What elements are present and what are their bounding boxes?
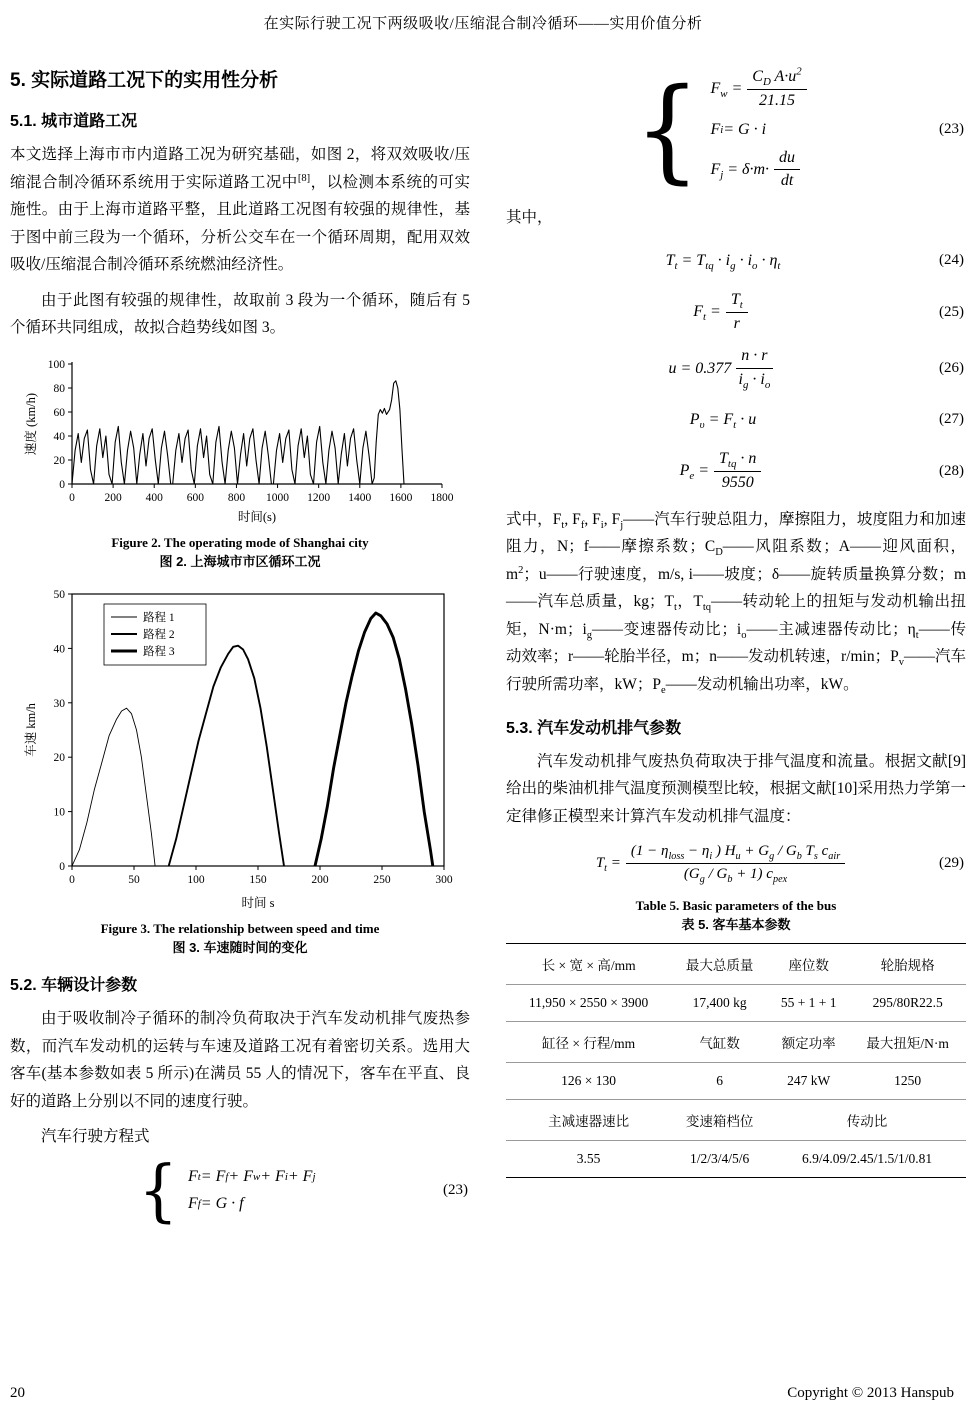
svg-text:1800: 1800 [430, 492, 454, 505]
eq-body-text: $T_t = T_{tq} \cdot i_g \cdot i_o \cdot \eta_t$ [665, 251, 781, 272]
equation-number-27: (27) [939, 411, 964, 428]
svg-text:0: 0 [69, 492, 75, 505]
equation-28 [506, 449, 964, 494]
table-cell: 6 [671, 1063, 768, 1100]
svg-text:600: 600 [186, 492, 204, 505]
svg-text:速度 (km/h): 速度 (km/h) [24, 392, 38, 456]
figure2-caption-en: Figure 2. The operating mode of Shanghai city [111, 535, 369, 551]
fraction-denominator: $i_g \cdot i_o$ [738, 371, 771, 392]
figure-3 [10, 582, 470, 956]
table-row [506, 1141, 966, 1178]
figure2-speed-time-chart [22, 354, 458, 526]
fraction [726, 290, 748, 335]
eq-lhs: $T_t$ = [595, 854, 621, 874]
table-cell: 额定功率 [768, 1022, 849, 1063]
fraction [774, 148, 800, 193]
eq-lhs: $F_j = \delta\cdot m\cdot$ [710, 160, 770, 182]
paragraph-bus-parameters: 由于吸收制冷子循环的制冷负荷取决于汽车发动机排气废热参数，而汽车发动机的运转与车速及道路工况有着密切关系。选用大客车(基本参数如表 5 所示)在满员 55 人的情况下，客车在平直、良好的道路上分别以不同的速度行驶。 [10, 1010, 470, 1110]
svg-text:路程 3: 路程 3 [143, 646, 175, 659]
svg-text:800: 800 [227, 492, 246, 505]
table5-caption-en: Table 5. Basic parameters of the bus [635, 898, 837, 914]
fraction [626, 842, 845, 884]
equation-23-fw [710, 67, 811, 112]
equation-number-24: (24) [939, 252, 964, 269]
svg-text:1600: 1600 [389, 492, 413, 505]
figure3-speed-time-chart [22, 582, 458, 912]
fraction-numerator: n · r [736, 346, 772, 369]
table-cell: 1250 [849, 1063, 966, 1100]
fraction [714, 449, 761, 494]
table5-caption-zh: 表 5. 客车基本参数 [681, 917, 791, 933]
equation-number-23: (23) [443, 1182, 468, 1199]
page-footer [10, 1385, 954, 1402]
svg-text:100: 100 [187, 874, 205, 887]
table-row [506, 1100, 966, 1141]
table-cell: 1/2/3/4/5/6 [689, 1151, 750, 1167]
figure3-caption-zh: 图 3. 车速随时间的变化 [172, 940, 308, 956]
fraction-denominator: dt [780, 172, 794, 190]
fraction [736, 346, 772, 391]
equation-23-right [506, 62, 964, 195]
copyright: Copyright © 2013 Hanspub [787, 1385, 954, 1401]
left-brace: { [634, 62, 701, 195]
table-row [506, 944, 966, 985]
fraction-numerator: du [774, 148, 800, 171]
two-column-layout [10, 55, 966, 1231]
eq-lhs: u = 0.377 [668, 359, 732, 377]
fraction-denominator: $(G_g / G_b + 1)$ $c_{pex}$ [683, 865, 788, 885]
svg-text:时间 s: 时间 s [241, 896, 275, 911]
equation-number-29: (29) [939, 854, 964, 871]
equation-number-26: (26) [939, 360, 964, 377]
svg-text:0: 0 [59, 861, 65, 874]
paragraph-urban-cycle: 本文选择上海市市内道路工况为研究基础，如图 2，将双效吸收/压缩混合制冷循环系统用于实际道路工况中[8]，以检测本系统的可实施性。由于上海市道路平整，且此道路工况图有较强的规律性，基于图中前三段为一个循环，分析公交车在一个循环周期，配用双效吸收/压缩混合制冷循环系统燃油经济性。 [10, 146, 470, 274]
where-label: 其中， [506, 209, 553, 227]
svg-text:10: 10 [53, 806, 65, 819]
table-5-bus-parameters [506, 943, 966, 1178]
section-5-3-title: 5.3. 汽车发动机排气参数 [506, 719, 682, 737]
svg-text:150: 150 [249, 874, 267, 887]
table-cell: 最大扭矩/N·m [849, 1022, 966, 1063]
equation-23-line1: F t = F f + F w + F i + F j [187, 1168, 316, 1186]
svg-text:100: 100 [47, 359, 65, 372]
section-5-title: 5. 实际道路工况下的实用性分析 [10, 70, 279, 91]
table-cell: 传动比 [768, 1100, 966, 1141]
equation-number-25: (25) [939, 303, 964, 320]
table-cell: 最大总质量 [671, 944, 768, 985]
table-cell: 座位数 [768, 944, 849, 985]
table-cell: 11,950 × 2550 × 3900 [506, 985, 671, 1022]
fraction-numerator: $T_t$ [726, 290, 748, 313]
table-cell: 变速箱档位 [671, 1100, 768, 1141]
table-cell: 轮胎规格 [849, 944, 966, 985]
paragraph-trend-line: 由于此图有较强的规律性，故取前 3 段为一个循环，随后有 5 个循环共同组成，故拟合趋势线如图 3。 [10, 291, 470, 337]
svg-text:20: 20 [53, 752, 65, 765]
table-cell: 126 × 130 [506, 1063, 671, 1100]
svg-text:1400: 1400 [348, 492, 372, 505]
svg-text:30: 30 [53, 697, 65, 710]
svg-text:40: 40 [53, 643, 65, 656]
svg-text:车速 km/h: 车速 km/h [24, 703, 38, 757]
equation-27 [506, 403, 964, 437]
svg-text:0: 0 [69, 874, 75, 887]
page-number: 20 [10, 1385, 25, 1401]
section-5-2-title: 5.2. 车辆设计参数 [10, 977, 138, 995]
svg-text:300: 300 [435, 874, 453, 887]
table-row [506, 985, 966, 1022]
eq-lhs: $F_w$ = [710, 80, 743, 101]
svg-text:20: 20 [53, 455, 65, 468]
equation-23-line2: F f = G · f [187, 1195, 244, 1213]
equation-24 [506, 244, 964, 278]
table-row [506, 1063, 966, 1100]
table-cell: 17,400 kg [671, 985, 768, 1022]
eq-lhs: $P_e$ = [679, 462, 710, 483]
equation-23-left [10, 1150, 468, 1230]
table-cell: 缸径 × 行程/mm [506, 1022, 671, 1063]
section-5-1-title: 5.1. 城市道路工况 [10, 113, 138, 130]
svg-text:50: 50 [53, 589, 65, 602]
table-row [506, 1022, 966, 1063]
fraction-denominator: r [733, 314, 740, 332]
table-cell: 55 + 1 + 1 [768, 985, 849, 1022]
svg-text:80: 80 [53, 383, 65, 396]
left-brace: { [138, 1150, 178, 1230]
svg-text:1000: 1000 [266, 492, 290, 505]
figure3-caption-en: Figure 3. The relationship between speed and time [100, 921, 380, 937]
equation-23-fi: F i = G · i [710, 120, 767, 138]
paragraph-symbol-definitions: 式中，$F_t$, $F_f$, $F_i$, $F_j——$汽车行驶总阻力，摩擦阻力，坡度阻力和加速阻力，N；f——摩擦系数；$C_D——$风阻系数；A——迎风面积，$m^2$；u——行驶速度，m/s, i——坡度；δ——旋转质量换算分数；m——汽车总质量，kg；$T_t$，$T_{tq}——$转动轮上的扭矩与发动机输出扭矩，N·m；$i_g——$变速器传动比；$i_o——$主减速器传动比；$\eta_t——$传动效率；r——轮胎半径，m；n——发动机转速，r/min；$P_v——$汽车行驶所需功率，kW；$P_e——$发动机输出功率，kW。 [506, 510, 966, 697]
figure2-caption-zh: 图 2. 上海城市市区循环工况 [159, 554, 321, 570]
svg-text:路程 1: 路程 1 [143, 612, 175, 625]
svg-text:60: 60 [53, 407, 65, 420]
figure3-caption [10, 921, 470, 956]
figure-2 [10, 354, 470, 570]
running-title: 在实际行驶工况下两级吸收/压缩混合制冷循环——实用价值分析 [263, 16, 703, 32]
table-cell: 主减速器速比 [506, 1100, 671, 1141]
table-cell: 3.55 [576, 1151, 601, 1167]
figure2-caption [10, 535, 470, 570]
table-cell: 长 × 宽 × 高/mm [506, 944, 671, 985]
fraction-numerator: $C_D$ $A\cdot u^2$ [747, 67, 806, 90]
equation-25 [506, 290, 964, 335]
fraction-numerator: ($1 - \eta_{loss} - \eta_i$ ) $H_u + G_g / G_b$ $T_s$ $c_{air}$ [626, 842, 845, 864]
equation-23-fj [710, 148, 805, 193]
svg-text:200: 200 [104, 492, 122, 505]
fraction-denominator: 9550 [721, 473, 754, 491]
equation-number-28: (28) [939, 462, 964, 479]
svg-text:250: 250 [373, 874, 391, 887]
table5-caption [506, 898, 966, 933]
fraction-numerator: $T_{tq} \cdot n$ [714, 449, 761, 472]
svg-text:路程 2: 路程 2 [143, 629, 175, 642]
equation-number-23: (23) [939, 121, 964, 138]
svg-text:50: 50 [128, 874, 140, 887]
fraction [747, 67, 806, 112]
svg-text:0: 0 [59, 479, 65, 492]
page-header [10, 12, 956, 33]
fraction-denominator: 21.15 [759, 91, 795, 109]
equation-29 [506, 842, 964, 885]
eq-body-text: $P_\upsilon = F_t \cdot u$ [689, 410, 757, 432]
left-column [10, 55, 470, 1231]
svg-text:1200: 1200 [307, 492, 331, 505]
paragraph-exhaust: 汽车发动机排气废热负荷取决于排气温度和流量。根据文献[9]给出的柴油机排气温度预测模型比较，根据文献[10]采用热力学第一定律修正模型来计算汽车发动机排气温度： [506, 752, 966, 825]
table-cell: 6.9/4.09/2.45/1.5/1/0.81 [801, 1151, 933, 1167]
svg-text:200: 200 [311, 874, 329, 887]
right-column [506, 55, 966, 1231]
table-cell: 气缸数 [671, 1022, 768, 1063]
table-cell: 247 kW [768, 1063, 849, 1100]
table-cell: 295/80R22.5 [849, 985, 966, 1022]
svg-text:400: 400 [145, 492, 163, 505]
svg-text:40: 40 [53, 431, 65, 444]
eq-lhs: $F_t$ = [693, 303, 721, 324]
paragraph-driving-equation-intro: 汽车行驶方程式 [41, 1128, 150, 1146]
equation-26 [506, 346, 964, 392]
svg-text:时间(s): 时间(s) [237, 510, 277, 525]
